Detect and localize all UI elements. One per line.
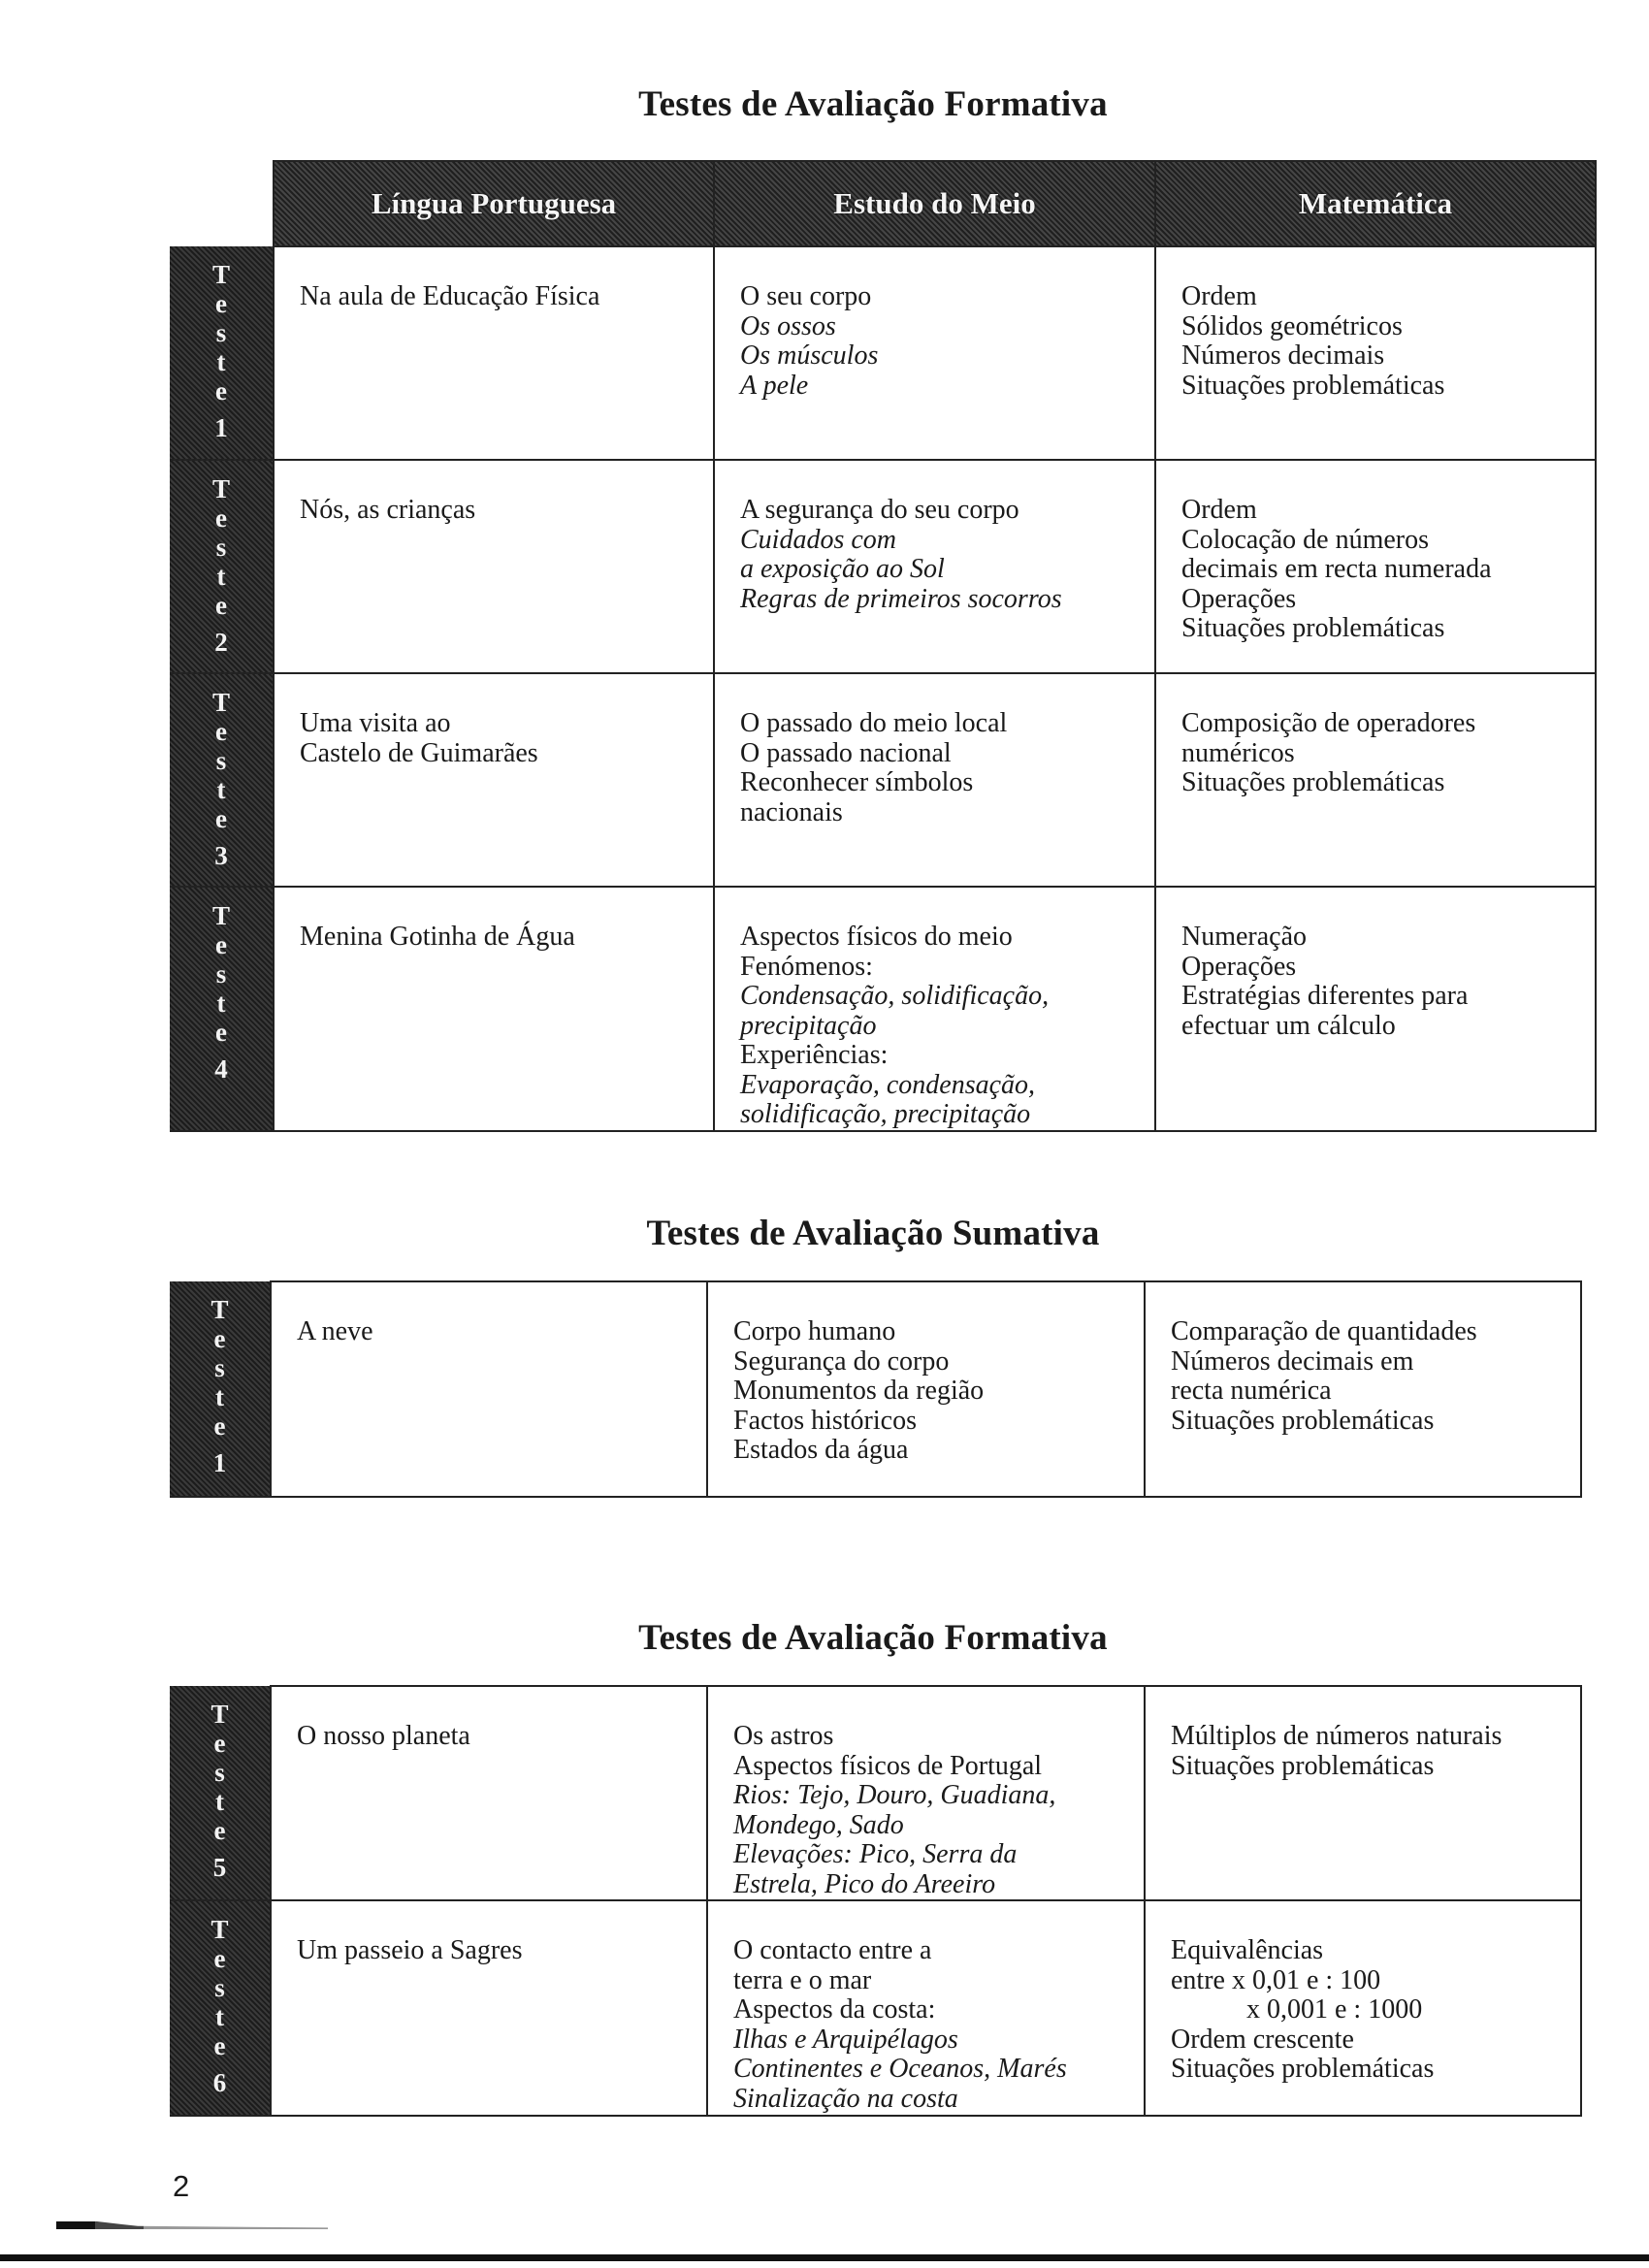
test-label-letter: 6 bbox=[212, 2068, 227, 2097]
test-label-letter: e bbox=[215, 376, 227, 405]
cell-text: efectuar um cálculo bbox=[1181, 1010, 1396, 1041]
cell-matematica bbox=[1145, 1900, 1581, 2116]
cell-text: A pele bbox=[740, 370, 809, 401]
test-label-letter: s bbox=[215, 746, 227, 775]
test-label-letter: t bbox=[216, 775, 226, 804]
footer-decoration bbox=[56, 2221, 328, 2229]
test-label-letter: e bbox=[213, 1324, 226, 1353]
table-header-row bbox=[170, 161, 1596, 246]
bottom-rule bbox=[0, 2254, 1649, 2261]
cell-text: Aspectos físicos de Portugal bbox=[733, 1750, 1043, 1781]
cell-text: nacionais bbox=[740, 796, 843, 827]
test-label-letter: e bbox=[213, 1411, 226, 1441]
cell-lingua-portuguesa bbox=[274, 246, 714, 460]
table-row bbox=[170, 887, 1596, 1131]
cell-text: Situações problemáticas bbox=[1181, 370, 1445, 401]
cell-text: Fenómenos: bbox=[740, 951, 873, 982]
section-title-sumativa: Testes de Avaliação Sumativa bbox=[646, 1214, 1100, 1253]
header-lingua-portuguesa: Língua Portuguesa bbox=[274, 161, 714, 246]
cell-text: entre x 0,01 e : 100 bbox=[1171, 1964, 1381, 1995]
test-label-letter: t bbox=[216, 347, 226, 376]
cell-estudo-do-meio bbox=[707, 1281, 1145, 1497]
test-label-sidebar bbox=[170, 673, 274, 887]
test-label-letter: t bbox=[215, 1382, 224, 1411]
cell-matematica bbox=[1145, 1686, 1581, 1900]
cell-text: Ordem bbox=[1181, 495, 1257, 525]
cell-text: Equivalências bbox=[1171, 1935, 1324, 1965]
test-label-sidebar bbox=[170, 1281, 271, 1497]
cell-text: Corpo humano bbox=[733, 1316, 896, 1346]
test-label-letter: T bbox=[210, 1700, 229, 1729]
cell-text: a exposição ao Sol bbox=[740, 554, 945, 584]
test-label-letter: e bbox=[215, 1018, 227, 1047]
section-title-formativa-2: Testes de Avaliação Formativa bbox=[638, 1618, 1108, 1658]
cell-text: Segurança do corpo bbox=[733, 1345, 950, 1377]
cell-text: precipitação bbox=[740, 1010, 877, 1041]
cell-text: numéricos bbox=[1181, 737, 1295, 768]
test-label-letter: t bbox=[216, 562, 226, 591]
cell-text: O passado nacional bbox=[740, 737, 952, 768]
cell-text: Regras de primeiros socorros bbox=[740, 583, 1062, 614]
test-label-sidebar bbox=[170, 887, 274, 1131]
header-matematica: Matemática bbox=[1155, 161, 1596, 246]
cell-text: Estrela, Pico do Areeiro bbox=[733, 1868, 996, 1899]
cell-lingua-portuguesa bbox=[271, 1281, 707, 1497]
cell-text: Reconhecer símbolos bbox=[740, 767, 974, 797]
test-label-sidebar bbox=[170, 246, 274, 460]
cell-text: Castelo de Guimarães bbox=[300, 737, 538, 768]
cell-text: Um passeio a Sagres bbox=[297, 1935, 523, 1965]
test-label-letter: 2 bbox=[214, 628, 228, 657]
cell-lingua-portuguesa bbox=[271, 1900, 707, 2116]
test-label-sidebar bbox=[170, 1686, 271, 1900]
formative-tests-table-1 bbox=[170, 160, 1597, 1132]
test-label-letter: e bbox=[213, 1729, 226, 1758]
cell-text: Números decimais em bbox=[1171, 1345, 1414, 1377]
test-label-letter: T bbox=[211, 688, 230, 717]
cell-text: Evaporação, condensação, bbox=[740, 1069, 1036, 1100]
cell-text: Comparação de quantidades bbox=[1171, 1316, 1477, 1346]
cell-text: A neve bbox=[297, 1316, 373, 1346]
test-label-letter: s bbox=[215, 533, 227, 562]
cell-matematica bbox=[1155, 673, 1596, 887]
cell-text: Aspectos físicos do meio bbox=[740, 922, 1013, 952]
section-title-formativa-1: Testes de Avaliação Formativa bbox=[638, 84, 1108, 124]
cell-text: Mondego, Sado bbox=[733, 1809, 904, 1840]
cell-text: terra e o mar bbox=[733, 1964, 872, 1995]
cell-matematica bbox=[1155, 887, 1596, 1131]
table-row bbox=[170, 1686, 1581, 1900]
cell-text: Os astros bbox=[733, 1721, 834, 1751]
test-label-letter: s bbox=[214, 1973, 225, 2002]
cell-text: Elevações: Pico, Serra da bbox=[733, 1839, 1018, 1869]
cell-lingua-portuguesa bbox=[274, 460, 714, 673]
test-label-letter: s bbox=[215, 959, 227, 988]
header-estudo-do-meio: Estudo do Meio bbox=[714, 161, 1155, 246]
cell-text: Situações problemáticas bbox=[1171, 2054, 1435, 2084]
cell-text: A segurança do seu corpo bbox=[740, 495, 1019, 525]
test-label-letter: e bbox=[213, 1944, 226, 1973]
cell-text: Múltiplos de números naturais bbox=[1171, 1721, 1503, 1751]
summative-tests-table bbox=[170, 1280, 1582, 1498]
test-label-letter: s bbox=[214, 1758, 225, 1787]
cell-text: Os ossos bbox=[740, 310, 836, 341]
table-row bbox=[170, 1900, 1581, 2116]
cell-text: Monumentos da região bbox=[733, 1376, 985, 1406]
cell-text: decimais em recta numerada bbox=[1181, 554, 1492, 584]
cell-text: Menina Gotinha de Água bbox=[300, 922, 575, 952]
cell-text: Na aula de Educação Física bbox=[300, 281, 600, 311]
cell-estudo-do-meio bbox=[714, 887, 1155, 1131]
test-label-letter: 4 bbox=[214, 1054, 228, 1084]
cell-matematica bbox=[1155, 246, 1596, 460]
cell-text: Estados da água bbox=[733, 1435, 909, 1465]
cell-text: x 0,001 e : 1000 bbox=[1246, 1994, 1423, 2025]
test-label-letter: e bbox=[215, 930, 227, 959]
test-label-letter: 1 bbox=[212, 1448, 227, 1477]
test-label-letter: t bbox=[215, 1787, 224, 1816]
test-label-letter: 5 bbox=[212, 1853, 227, 1882]
cell-text: Os músculos bbox=[740, 340, 879, 371]
cell-text: Ordem bbox=[1181, 281, 1257, 311]
cell-text: O nosso planeta bbox=[297, 1721, 470, 1751]
test-label-letter: 1 bbox=[214, 413, 228, 442]
cell-text: Operações bbox=[1181, 583, 1297, 614]
test-label-sidebar bbox=[170, 460, 274, 673]
test-label-letter: e bbox=[213, 2031, 226, 2060]
test-label-letter: T bbox=[211, 901, 230, 930]
cell-text: Nós, as crianças bbox=[300, 495, 476, 525]
cell-text: solidificação, precipitação bbox=[740, 1099, 1031, 1129]
table-row bbox=[170, 246, 1596, 460]
cell-text: Uma visita ao bbox=[300, 708, 451, 738]
cell-text: Composição de operadores bbox=[1181, 708, 1476, 738]
test-label-sidebar bbox=[170, 1900, 271, 2116]
cell-text: Experiências: bbox=[740, 1040, 889, 1070]
test-label-letter: t bbox=[216, 988, 226, 1018]
cell-text: Numeração bbox=[1181, 922, 1308, 952]
cell-lingua-portuguesa bbox=[274, 673, 714, 887]
cell-text: Situações problemáticas bbox=[1171, 1405, 1435, 1436]
test-label-letter: e bbox=[215, 717, 227, 746]
cell-matematica bbox=[1155, 460, 1596, 673]
cell-text: Condensação, solidificação, bbox=[740, 981, 1050, 1011]
cell-text: O contacto entre a bbox=[733, 1935, 932, 1965]
cell-text: Números decimais bbox=[1181, 340, 1385, 371]
cell-text: Ilhas e Arquipélagos bbox=[733, 2024, 958, 2055]
cell-text: Estratégias diferentes para bbox=[1181, 981, 1469, 1011]
cell-text: Aspectos da costa: bbox=[733, 1994, 936, 2025]
cell-text: recta numérica bbox=[1171, 1376, 1332, 1406]
test-label-letter: t bbox=[215, 2002, 224, 2031]
cell-text: Cuidados com bbox=[740, 524, 896, 555]
table-row bbox=[170, 1281, 1581, 1497]
cell-estudo-do-meio bbox=[714, 246, 1155, 460]
page-number: 2 bbox=[173, 2169, 190, 2203]
cell-estudo-do-meio bbox=[714, 460, 1155, 673]
header-spacer bbox=[170, 161, 274, 246]
table-row bbox=[170, 673, 1596, 887]
cell-text: Continentes e Oceanos, Marés bbox=[733, 2054, 1067, 2084]
cell-text: Ordem crescente bbox=[1171, 2024, 1354, 2055]
test-label-letter: 3 bbox=[214, 841, 228, 870]
test-label-letter: e bbox=[215, 289, 227, 318]
test-label-letter: e bbox=[213, 1816, 226, 1845]
cell-estudo-do-meio bbox=[714, 673, 1155, 887]
cell-text: Situações problemáticas bbox=[1171, 1750, 1435, 1781]
cell-text: Sólidos geométricos bbox=[1181, 310, 1403, 341]
cell-text: Factos históricos bbox=[733, 1405, 917, 1436]
table-row bbox=[170, 460, 1596, 673]
cell-text: O passado do meio local bbox=[740, 708, 1008, 738]
cell-estudo-do-meio bbox=[707, 1900, 1145, 2116]
cell-text: Operações bbox=[1181, 951, 1297, 982]
cell-matematica bbox=[1145, 1281, 1581, 1497]
test-label-letter: T bbox=[210, 1915, 229, 1944]
test-label-letter: T bbox=[211, 260, 230, 289]
test-label-letter: s bbox=[215, 318, 227, 347]
formative-tests-table-2 bbox=[170, 1685, 1582, 2117]
cell-lingua-portuguesa bbox=[271, 1686, 707, 1900]
cell-lingua-portuguesa bbox=[274, 887, 714, 1131]
test-label-letter: T bbox=[211, 474, 230, 503]
test-label-letter: e bbox=[215, 591, 227, 620]
cell-text: O seu corpo bbox=[740, 281, 872, 311]
test-label-letter: T bbox=[210, 1295, 229, 1324]
cell-text: Rios: Tejo, Douro, Guadiana, bbox=[733, 1780, 1056, 1810]
cell-text: Sinalização na costa bbox=[733, 2083, 958, 2114]
cell-text: Situações problemáticas bbox=[1181, 767, 1445, 797]
cell-text: Colocação de números bbox=[1181, 524, 1430, 555]
test-label-letter: e bbox=[215, 503, 227, 533]
cell-estudo-do-meio bbox=[707, 1686, 1145, 1900]
cell-text: Situações problemáticas bbox=[1181, 613, 1445, 643]
test-label-letter: s bbox=[214, 1353, 225, 1382]
test-label-letter: e bbox=[215, 804, 227, 833]
